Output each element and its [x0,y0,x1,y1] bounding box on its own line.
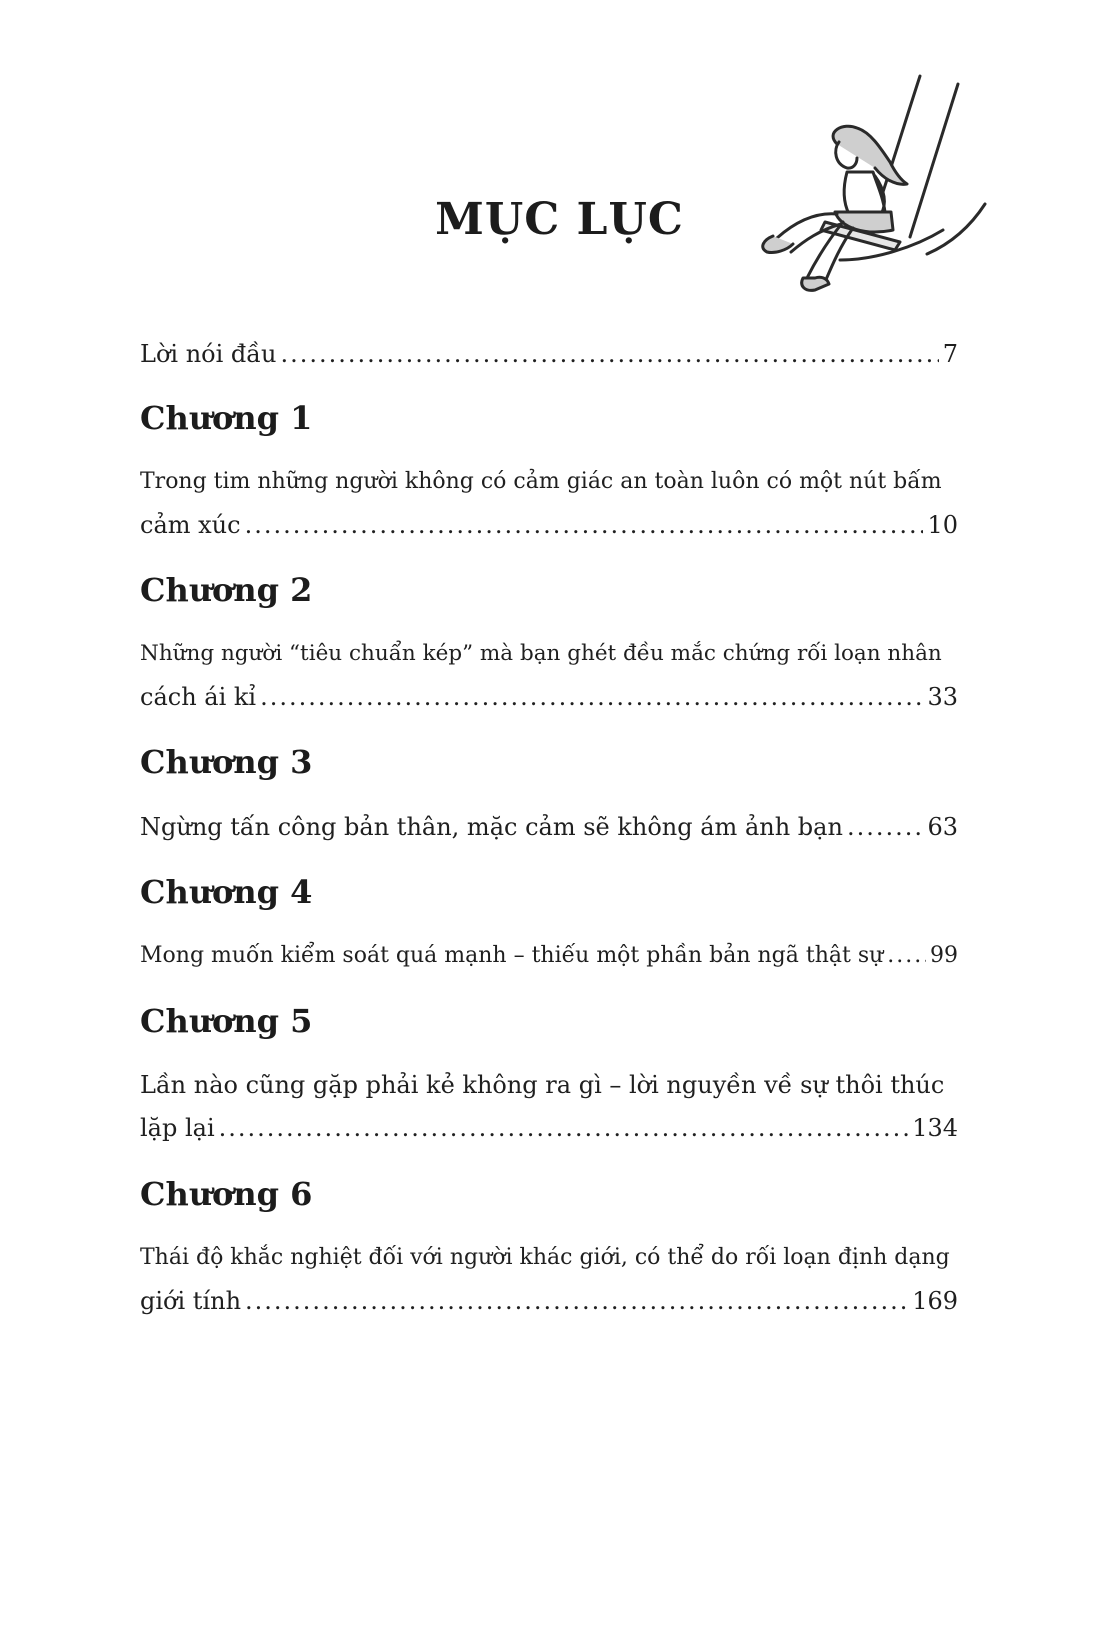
page-number: 33 [927,683,958,711]
leader-dots [219,1111,909,1145]
chapter-heading-5: Chương 5 [140,1002,313,1040]
leader-dots [245,508,924,542]
toc-entry-text: Ngừng tấn công bản thân, mặc cảm sẽ không ám ảnh bạn [140,813,843,841]
toc-entry-chapter-3[interactable] [140,810,958,844]
toc-entry-text: Lời nói đầu [140,340,277,368]
page-number: 99 [930,943,958,968]
girl-on-swing-icon [715,72,1005,302]
toc-entry-chapter-4[interactable] [140,939,958,973]
toc-entry-text: Mong muốn kiểm soát quá mạnh – thiếu một phần bản ngã thật sự [140,943,884,968]
chapter-heading-3: Chương 3 [140,743,313,781]
toc-entry-chapter-6[interactable] [140,1284,958,1318]
toc-entry-chapter-1[interactable] [140,508,958,542]
toc-entry-text-line[interactable]: Những người “tiêu chuẩn kép” mà bạn ghét đều mắc chứng rối loạn nhân [140,641,942,666]
page-title: MỤC LỤC [435,194,684,245]
toc-entry-text-line[interactable]: Trong tim những người không có cảm giác an toàn luôn có một nút bấm [140,469,942,494]
leader-dots [887,939,926,973]
page-number: 63 [927,813,958,841]
toc-entry-text: lặp lại [140,1114,215,1142]
leader-dots [847,810,924,844]
toc-entry-chapter-2[interactable] [140,680,958,714]
toc-entry-chapter-5[interactable] [140,1111,958,1145]
toc-entry-text: cách ái kỉ [140,683,257,711]
page-number: 10 [927,511,958,539]
page-number: 7 [942,340,958,368]
page-number: 169 [912,1287,958,1315]
page-number: 134 [912,1114,958,1142]
leader-dots [260,680,923,714]
toc-entry-text-line[interactable]: Lần nào cũng gặp phải kẻ không ra gì – lời nguyền về sự thôi thúc [140,1071,945,1099]
toc-entry-text: cảm xúc [140,511,241,539]
chapter-heading-2: Chương 2 [140,571,313,609]
toc-entry-text: giới tính [140,1287,242,1315]
chapter-heading-4: Chương 4 [140,873,313,911]
leader-dots [245,1284,908,1318]
chapter-heading-6: Chương 6 [140,1175,313,1213]
toc-entry-preface[interactable] [140,337,958,371]
chapter-heading-1: Chương 1 [140,399,313,437]
leader-dots [280,337,938,371]
toc-entry-text-line[interactable]: Thái độ khắc nghiệt đối với người khác giới, có thể do rối loạn định dạng [140,1245,950,1270]
